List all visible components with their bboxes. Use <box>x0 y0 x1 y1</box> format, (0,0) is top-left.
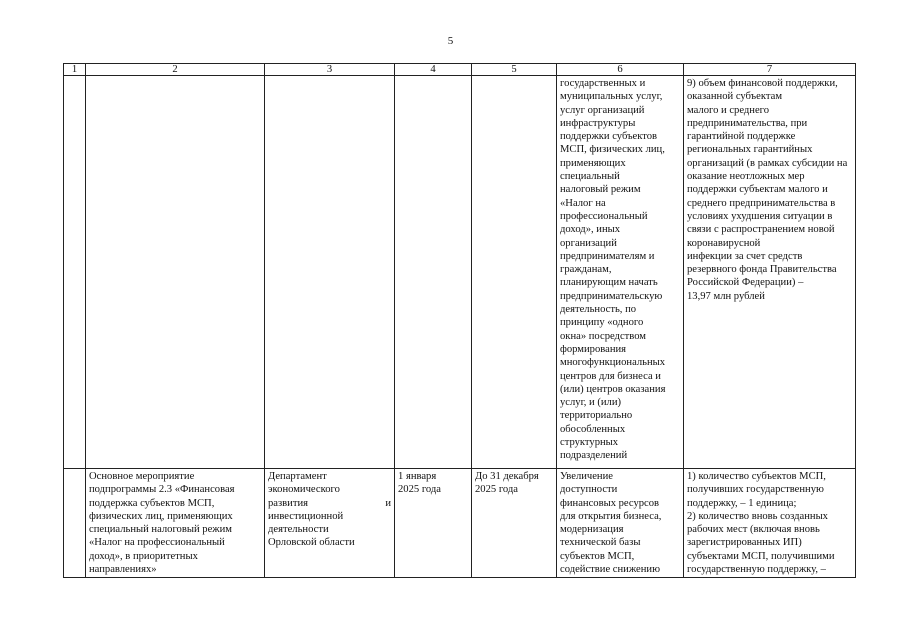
text-line: региональных гарантийных <box>687 144 813 156</box>
table-cell-empty <box>472 76 557 469</box>
text-line: налоговый режим <box>560 184 641 196</box>
text-line: «Налог на профессиональный <box>89 537 225 549</box>
text-line: поддержки субъектам малого и <box>687 184 828 196</box>
text-line: 9) объем финансовой поддержки, <box>687 78 838 89</box>
text-line: 13,97 млн рублей <box>687 290 765 302</box>
text-line: 2025 года <box>475 484 519 496</box>
column-header: 2 <box>86 64 265 76</box>
text-line: условиях ухудшения ситуации в <box>687 210 833 222</box>
text-line: инфекции за счет средств <box>687 250 803 262</box>
text-line: направлениях» <box>89 564 157 576</box>
text-line: организаций <box>560 237 617 249</box>
text-line: предпринимателям и <box>560 250 655 262</box>
column-header: 1 <box>64 64 86 76</box>
column-header: 3 <box>265 64 395 76</box>
text-line: многофункциональных <box>560 357 666 369</box>
indicators-cell <box>684 76 856 469</box>
text-line: поддержка субъектов МСП, <box>89 497 215 509</box>
text-line: предпринимательства, при <box>687 117 808 129</box>
table-cell-empty <box>265 76 395 469</box>
text-line: МСП, физических лиц, <box>560 144 665 156</box>
text-line: формирования <box>560 343 627 355</box>
text-line: технической базы <box>560 537 641 549</box>
text-line: применяющих <box>560 157 626 169</box>
text-line: Орловской области <box>268 537 355 549</box>
column-header: 6 <box>557 64 684 76</box>
text-line: инфраструктуры <box>560 117 636 129</box>
text-line: деятельность, по <box>560 304 637 316</box>
text-line: предпринимательскую <box>560 290 663 302</box>
text-line: (или) центров оказания <box>560 383 666 395</box>
text-line: поддержки субъектов <box>560 131 658 143</box>
text-line: 2025 года <box>398 484 442 496</box>
table-row <box>64 469 856 578</box>
text-line: муниципальных услуг, <box>560 91 663 103</box>
text-line: центров для бизнеса и <box>560 370 661 382</box>
text-line: связи с распространением новой <box>687 224 835 236</box>
text-line: окна» посредством <box>560 330 647 342</box>
text-line: 2) количество вновь созданных <box>687 510 828 522</box>
text-line: физических лиц, применяющих <box>89 510 233 522</box>
column-header-row <box>64 64 856 76</box>
text-line: специальный налоговый режим <box>89 524 232 536</box>
start-date-cell <box>395 469 472 578</box>
column-header: 5 <box>472 64 557 76</box>
column-header: 4 <box>395 64 472 76</box>
text-line: Увеличение <box>560 471 613 482</box>
text-line: услуг организаций <box>560 104 645 116</box>
text-line: Департамент <box>268 471 327 482</box>
text-line: инвестиционной <box>268 510 344 522</box>
text-line: услуг, и (или) <box>560 397 622 409</box>
text-line: доход», в приоритетных <box>89 550 198 562</box>
text-line: подразделений <box>560 450 628 462</box>
text-line: деятельности <box>268 524 329 536</box>
text-line: модернизация <box>560 524 624 536</box>
results-cell <box>557 469 684 578</box>
text-line: коронавирусной <box>687 237 761 249</box>
text-line: субъектов МСП, <box>560 550 635 562</box>
text-line: обособленных <box>560 423 626 435</box>
text-line: оказание неотложных мер <box>687 171 805 183</box>
table-cell-empty <box>64 76 86 469</box>
page-number: 5 <box>447 35 454 47</box>
activity-name-cell <box>86 469 265 578</box>
table-cell-empty <box>86 76 265 469</box>
text-line: принципу «одного <box>560 317 644 329</box>
text-line: гражданам, <box>560 264 612 276</box>
text-line: структурных <box>560 437 619 449</box>
text-line: территориально <box>560 410 633 422</box>
text-line: специальный <box>560 171 620 183</box>
text-line: для открытия бизнеса, <box>560 510 662 522</box>
text-line: субъектами МСП, получившими <box>687 550 835 562</box>
table-cell-empty <box>395 76 472 469</box>
text-line: Основное мероприятие <box>89 471 195 482</box>
text-line: среднего предпринимательства в <box>687 197 836 209</box>
table-row <box>64 76 856 469</box>
text-line: «Налог на <box>560 197 606 209</box>
text-line: содействие снижению <box>560 564 660 576</box>
text-line: планирующим начать <box>560 277 658 289</box>
text-line: гарантийной поддержке <box>687 131 796 143</box>
text-line: экономического <box>268 484 340 496</box>
text-line: До 31 декабря <box>475 471 539 482</box>
table-cell-empty <box>64 469 86 578</box>
executor-cell <box>265 469 395 578</box>
text-line: 1) количество субъектов МСП, <box>687 471 826 482</box>
text-line: финансовых ресурсов <box>560 497 660 509</box>
text-line: доступности <box>560 484 618 496</box>
document-table <box>63 63 856 578</box>
text-line: получивших государственную <box>687 484 824 496</box>
text-line: зарегистрированных ИП) <box>687 537 802 549</box>
results-cell <box>557 76 684 469</box>
text-line: развития и <box>268 497 391 509</box>
text-line: малого и среднего <box>687 104 770 116</box>
text-line: 1 января <box>398 471 437 482</box>
text-line: рабочих мест (включая вновь <box>687 524 820 536</box>
text-line: подпрограммы 2.3 «Финансовая <box>89 484 235 496</box>
text-line: государственных и <box>560 78 646 89</box>
text-line: профессиональный <box>560 210 648 222</box>
text-line: организаций (в рамках субсидии на <box>687 157 848 169</box>
end-date-cell <box>472 469 557 578</box>
text-line: оказанной субъектам <box>687 91 783 103</box>
text-line: государственную поддержку, – <box>687 564 826 576</box>
text-line: Российской Федерации) – <box>687 277 804 289</box>
indicators-cell <box>684 469 856 578</box>
text-line: доход», иных <box>560 224 621 236</box>
column-header: 7 <box>684 64 856 76</box>
text-line: поддержку, – 1 единица; <box>687 497 797 509</box>
text-line: резервного фонда Правительства <box>687 264 837 276</box>
